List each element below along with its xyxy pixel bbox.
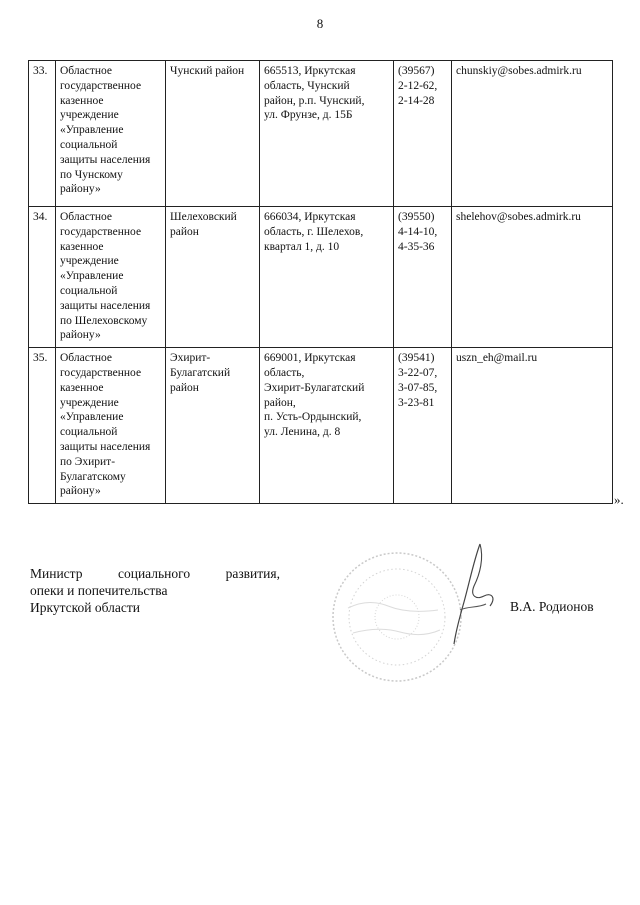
signature-title-line: опеки и попечительства [30, 583, 168, 598]
organization-name-line: «Управление [60, 411, 124, 424]
row-number-cell: 34. [29, 207, 56, 348]
district-line: Булагатский [170, 366, 231, 379]
address-line: область, г. Шелехов, [264, 225, 364, 238]
organization-name-line: району» [60, 329, 101, 342]
signer-name: В.А. Родионов [510, 599, 594, 614]
address-cell [260, 61, 394, 207]
organization-name-line: социальной [60, 426, 118, 439]
organization-name-line: казенное [60, 94, 104, 107]
phone-line: 2-14-28 [398, 94, 435, 107]
phone-line: (39567) [398, 65, 435, 77]
organization-name-line: государственное [60, 225, 142, 238]
organization-name-line: «Управление [60, 270, 124, 283]
address-line: Эхирит-Булагатский [264, 381, 365, 394]
address-line: область, Чунский [264, 79, 350, 92]
phone-cell [394, 61, 452, 207]
organization-name-line: Областное [60, 352, 112, 365]
organization-name-line: государственное [60, 366, 142, 379]
address-line: область, [264, 366, 305, 379]
district-line: Шелеховский [170, 211, 237, 223]
organization-name-line: социальной [60, 284, 118, 297]
signature-title-line: Иркутской области [30, 600, 141, 615]
organization-name-line: учреждение [60, 109, 119, 122]
phone-line: 2-12-62, [398, 79, 438, 92]
organization-name-cell [56, 207, 166, 348]
address-cell [260, 207, 394, 348]
organization-name-line: Областное [60, 211, 112, 223]
signature-title-line: Министр социального развития, [30, 566, 280, 581]
organization-name-line: защиты населения [60, 153, 151, 166]
signature-title-block [30, 565, 280, 616]
district-cell [166, 61, 260, 207]
phone-line: 3-22-07, [398, 366, 438, 379]
address-line: 665513, Иркутская [264, 65, 356, 77]
district-cell [166, 207, 260, 348]
address-cell [260, 348, 394, 504]
phone-line: 3-07-85, [398, 381, 438, 394]
organization-name-line: по Эхирит- [60, 455, 116, 468]
organization-name-line: защиты населения [60, 299, 151, 312]
address-line: ул. Ленина, д. 8 [264, 426, 341, 439]
address-line: квартал 1, д. 10 [264, 240, 340, 253]
organization-name-line: казенное [60, 240, 104, 253]
organization-name-line: защиты населения [60, 440, 151, 453]
organization-name-line: району» [60, 485, 101, 498]
phone-line: (39541) [398, 352, 435, 365]
organization-name-line: району» [60, 183, 101, 196]
phone-line: 4-35-36 [398, 240, 435, 253]
phone-cell [394, 207, 452, 348]
email-cell: shelehov@sobes.admirk.ru [452, 207, 613, 348]
organization-name-line: социальной [60, 138, 118, 151]
organization-name-line: казенное [60, 381, 104, 394]
organization-name-line: учреждение [60, 255, 119, 268]
address-line: район, [264, 396, 296, 409]
email-cell: uszn_eh@mail.ru [452, 348, 613, 504]
district-line: район [170, 381, 199, 394]
page-number: 8 [316, 16, 324, 31]
handwritten-signature [440, 540, 500, 650]
district-cell [166, 348, 260, 504]
organization-name-line: Булагатскому [60, 470, 126, 483]
row-number-cell: 33. [29, 61, 56, 207]
address-line: 669001, Иркутская [264, 352, 356, 365]
address-line: район, р.п. Чунский, [264, 94, 365, 107]
phone-line: 3-23-81 [398, 396, 435, 409]
phone-cell [394, 348, 452, 504]
phone-line: 4-14-10, [398, 225, 438, 238]
email-cell: chunskiy@sobes.admirk.ru [452, 61, 613, 207]
table-row [29, 61, 613, 207]
table-row [29, 207, 613, 348]
organization-name-line: по Шелеховскому [60, 314, 148, 327]
district-line: район [170, 225, 199, 238]
organization-name-cell [56, 348, 166, 504]
organization-name-line: учреждение [60, 396, 119, 409]
organization-name-line: Областное [60, 65, 112, 77]
organization-name-line: государственное [60, 79, 142, 92]
district-line: Эхирит- [170, 352, 211, 365]
table-row [29, 348, 613, 504]
phone-line: (39550) [398, 211, 435, 223]
address-line: ул. Фрунзе, д. 15Б [264, 109, 353, 122]
address-line: п. Усть-Ордынский, [264, 411, 362, 424]
organization-name-cell [56, 61, 166, 207]
institutions-table [28, 60, 613, 504]
closing-quote-mark: ». [614, 492, 624, 507]
district-line: Чунский район [170, 65, 245, 77]
row-number-cell: 35. [29, 348, 56, 504]
address-line: 666034, Иркутская [264, 211, 356, 223]
organization-name-line: по Чунскому [60, 168, 123, 181]
organization-name-line: «Управление [60, 124, 124, 137]
